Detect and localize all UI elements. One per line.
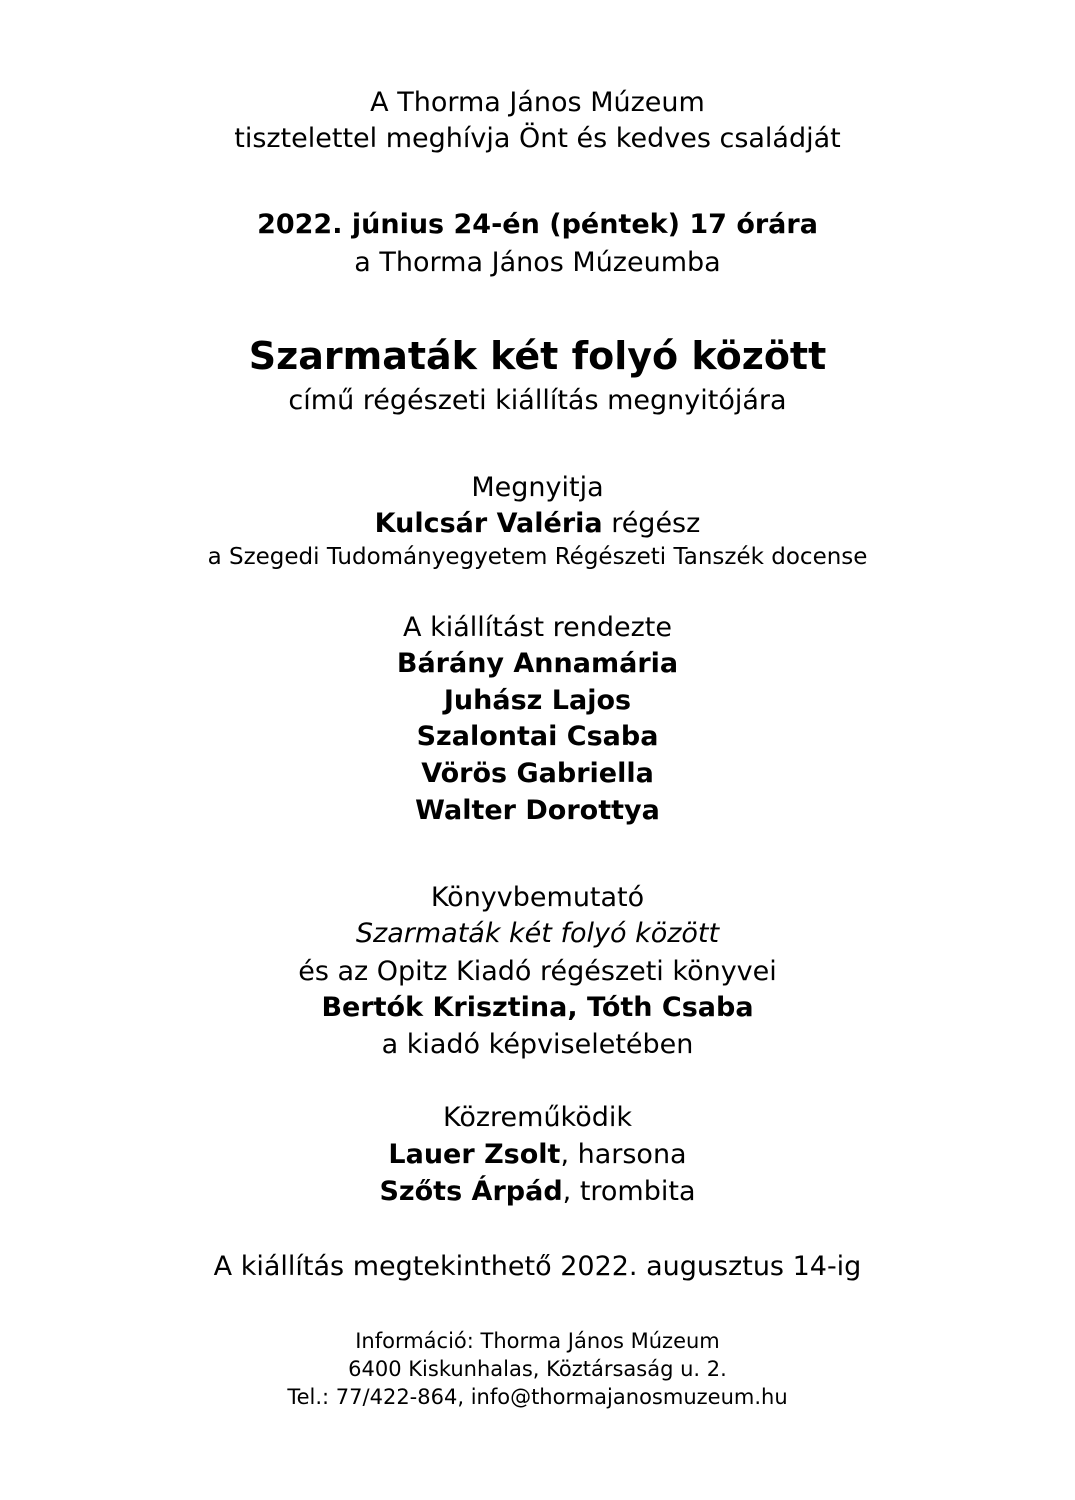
book-presenters: Bertók Krisztina, Tóth Csaba bbox=[321, 992, 754, 1023]
performer-name: Szőts Árpád bbox=[379, 1176, 563, 1207]
performer-role: , harsona bbox=[560, 1139, 687, 1170]
curators-heading: A kiállítást rendezte bbox=[403, 612, 672, 643]
curator-name: Walter Dorottya bbox=[415, 795, 660, 826]
book-publisher-line: és az Opitz Kiadó régészeti könyvei bbox=[298, 956, 777, 987]
speaker-affiliation: a Szegedi Tudományegyetem Régészeti Tanszék docense bbox=[207, 544, 868, 570]
viewing-part1: A kiállítás megte bbox=[213, 1251, 440, 1282]
performer-line bbox=[0, 1178, 1075, 1205]
speaker-role: régész bbox=[602, 508, 701, 539]
event-date: 2022. június 24-én (péntek) 17 órára bbox=[257, 209, 818, 240]
event-location: a Thorma János Múzeumba bbox=[354, 247, 721, 278]
book-heading: Könyvbemutató bbox=[430, 882, 645, 913]
exhibition-subtitle: című régészeti kiállítás megnyitójára bbox=[288, 385, 787, 416]
museum-name-line: A Thorma János Múzeum bbox=[370, 87, 705, 118]
opening-heading: Megnyitja bbox=[471, 472, 604, 503]
book-title bbox=[0, 920, 1075, 947]
opening-speaker bbox=[0, 510, 1075, 537]
info-address: 6400 Kiskunhalas, Köztársaság u. 2. bbox=[348, 1357, 727, 1381]
viewing-period bbox=[0, 1253, 1075, 1280]
book-representing: a kiadó képviseletében bbox=[381, 1029, 694, 1060]
performer-line bbox=[0, 1141, 1075, 1168]
performer-name: Lauer Zsolt bbox=[388, 1139, 561, 1170]
viewing-part2: kinthető bbox=[439, 1251, 552, 1282]
book-title-text: Szarmaták két folyó között bbox=[355, 918, 720, 949]
invitation-line: tisztelettel meghívja Önt és kedves családját bbox=[234, 123, 841, 154]
curator-name: Szalontai Csaba bbox=[416, 721, 659, 752]
viewing-part3: 2022. augusztus 14-ig bbox=[551, 1251, 862, 1282]
curator-name: Bárány Annamária bbox=[396, 648, 679, 679]
info-contact: Tel.: 77/422-864, info@thormajanosmuzeum.hu bbox=[287, 1385, 788, 1409]
speaker-name: Kulcsár Valéria bbox=[374, 508, 603, 539]
curator-name: Vörös Gabriella bbox=[421, 758, 654, 789]
exhibition-title: Szarmaták két folyó között bbox=[248, 334, 827, 378]
info-line: Információ: Thorma János Múzeum bbox=[355, 1329, 720, 1353]
curator-name: Juhász Lajos bbox=[443, 685, 632, 716]
performers-heading: Közreműködik bbox=[442, 1102, 633, 1133]
performer-role: , trombita bbox=[562, 1176, 696, 1207]
